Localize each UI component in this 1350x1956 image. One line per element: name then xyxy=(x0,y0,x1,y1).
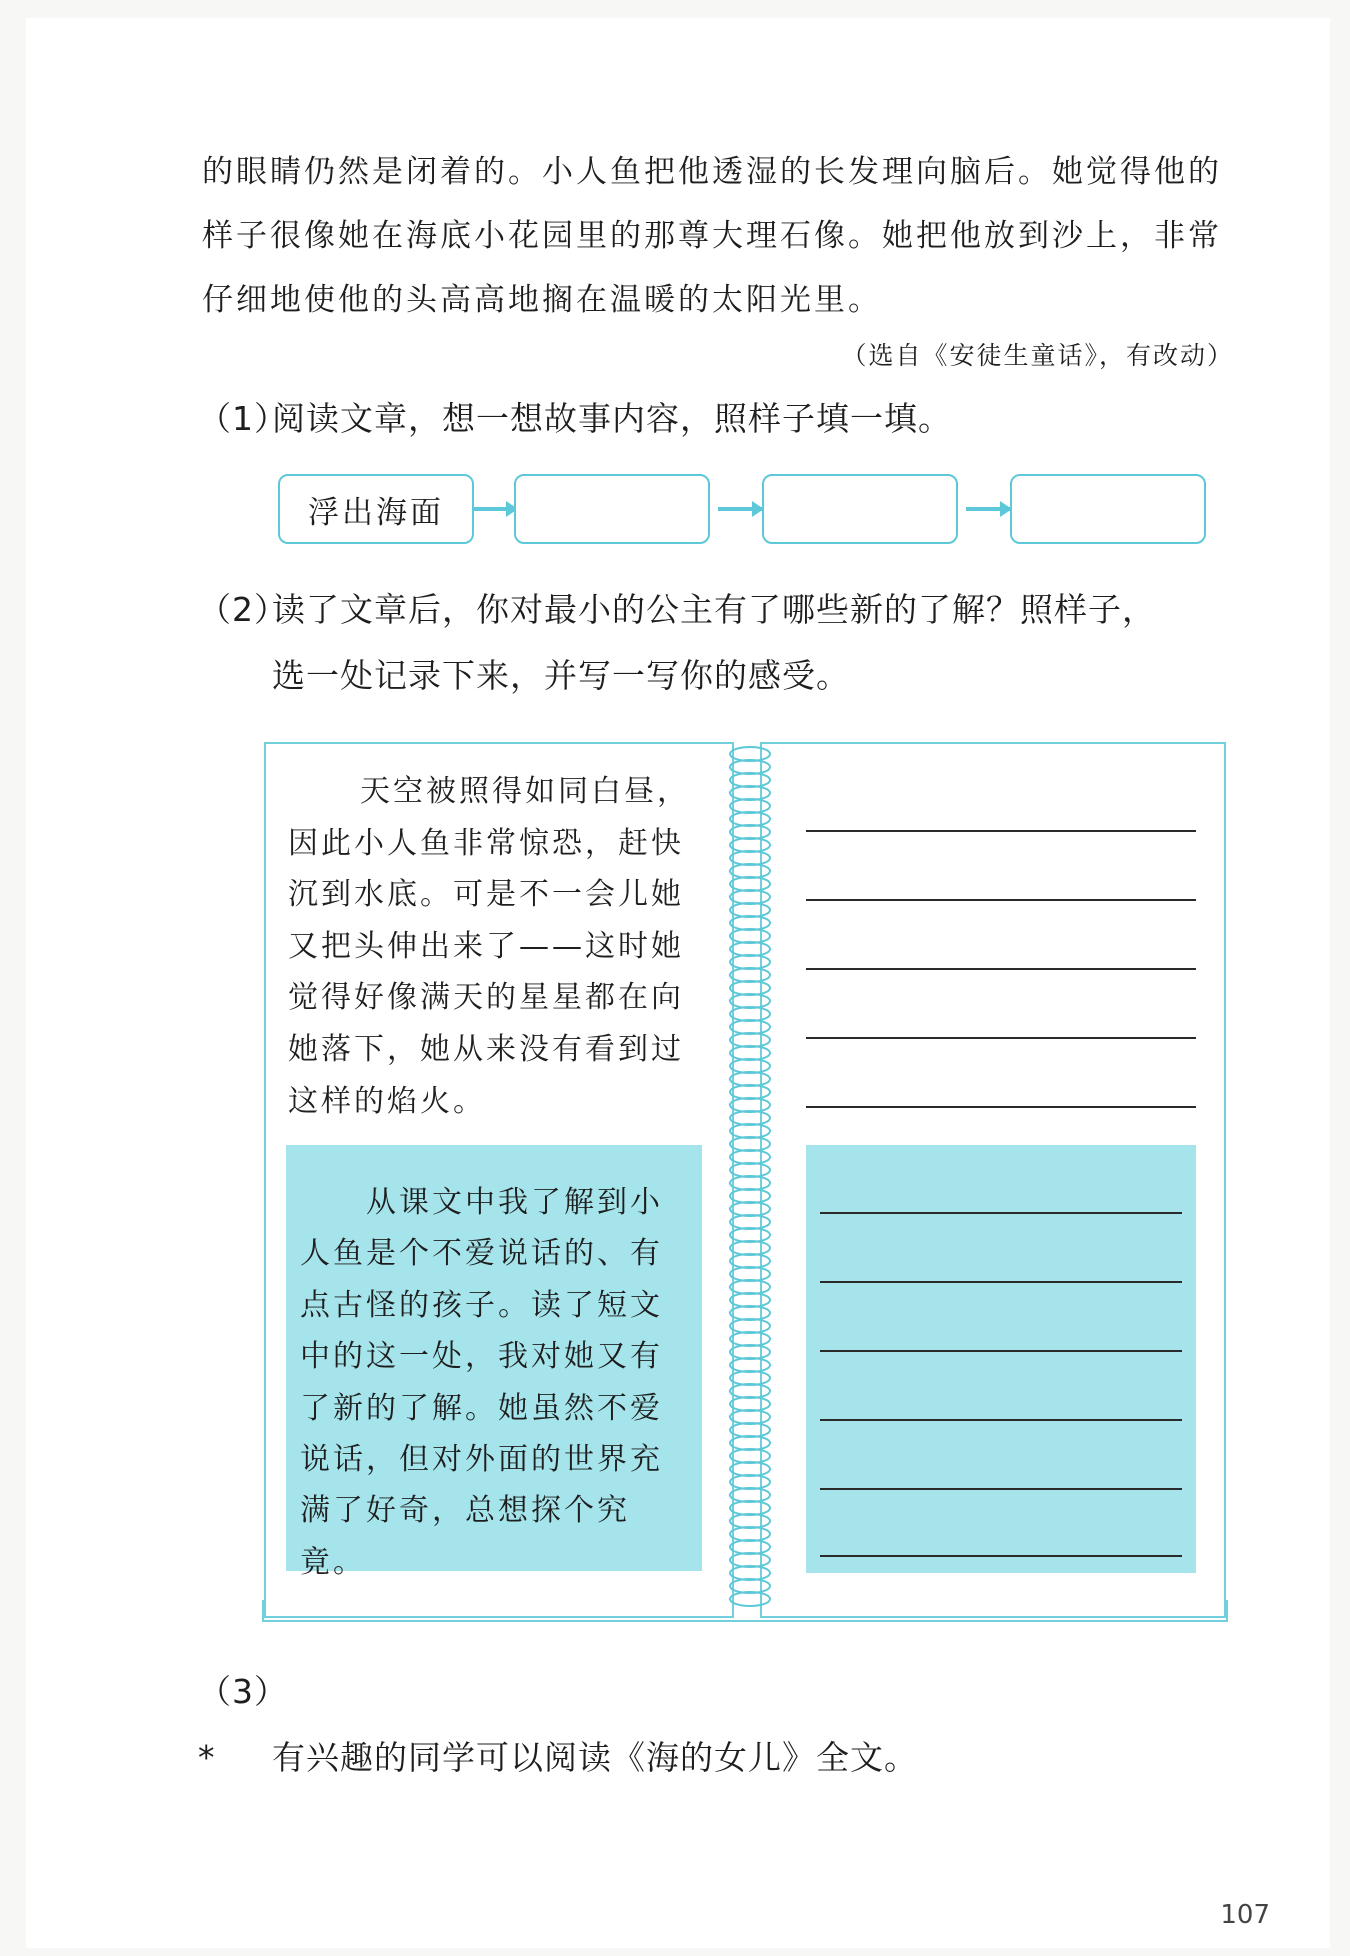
question-2-line-2: 选一处记录下来，并写一写你的感受。 xyxy=(272,656,850,695)
flow-step-4-input[interactable] xyxy=(1010,474,1206,544)
response-line[interactable] xyxy=(820,1212,1182,1214)
flow-arrow-1 xyxy=(472,507,516,511)
question-3-text: 有兴趣的同学可以阅读《海的女儿》全文。 xyxy=(272,1738,918,1777)
question-1-text: 阅读文章，想一想故事内容，照样子填一填。 xyxy=(272,399,952,438)
flow-step-2-input[interactable] xyxy=(514,474,710,544)
writing-line[interactable] xyxy=(806,830,1196,832)
flow-arrow-2 xyxy=(718,507,762,511)
story-passage: 的眼睛仍然是闭着的。小人鱼把他透湿的长发理向脑后。她觉得他的样子很像她在海底小花园里的那尊大理石像。她把他放到沙上，非常仔细地使他的头高高地搁在温暖的太阳光里。 xyxy=(202,154,1222,318)
flow-step-1: 浮出海面 xyxy=(278,474,474,544)
question-2-line-1: 读了文章后，你对最小的公主有了哪些新的了解？照样子， xyxy=(272,590,1156,629)
writing-line[interactable] xyxy=(806,1106,1196,1108)
response-box xyxy=(806,1145,1196,1573)
response-line[interactable] xyxy=(820,1488,1182,1490)
response-line[interactable] xyxy=(820,1281,1182,1283)
flow-step-3-input[interactable] xyxy=(762,474,958,544)
question-2-number: （2） xyxy=(198,590,288,629)
response-line[interactable] xyxy=(820,1555,1182,1557)
question-2 xyxy=(198,577,1248,709)
response-line[interactable] xyxy=(820,1350,1182,1352)
excerpt-passage: 天空被照得如同白昼，因此小人鱼非常惊恐，赶快沉到水底。可是不一会儿她又把头伸出来了——这时她觉得好像满天的星星都在向她落下，她从来没有看到过这样的焰火。 xyxy=(288,774,690,1119)
question-3 xyxy=(198,1659,1248,1791)
source-citation: （选自《安徒生童话》，有改动） xyxy=(841,341,1234,370)
spiral-binding-icon xyxy=(722,740,778,1620)
writing-line[interactable] xyxy=(806,968,1196,970)
flow-arrow-3 xyxy=(966,507,1010,511)
writing-line[interactable] xyxy=(806,1037,1196,1039)
question-3-number: （3）* xyxy=(198,1672,272,1777)
page-number: 107 xyxy=(1220,1900,1270,1930)
question-1 xyxy=(198,386,1248,452)
sample-note-text: 从课文中我了解到小人鱼是个不爱说话的、有点古怪的孩子。读了短文中的这一处，我对她又有了新的了解。她虽然不爱说话，但对外面的世界充满了好奇，总想探个究竟。 xyxy=(300,1185,663,1580)
question-1-number: （1） xyxy=(198,399,288,438)
response-line[interactable] xyxy=(820,1419,1182,1421)
writing-line[interactable] xyxy=(806,899,1196,901)
